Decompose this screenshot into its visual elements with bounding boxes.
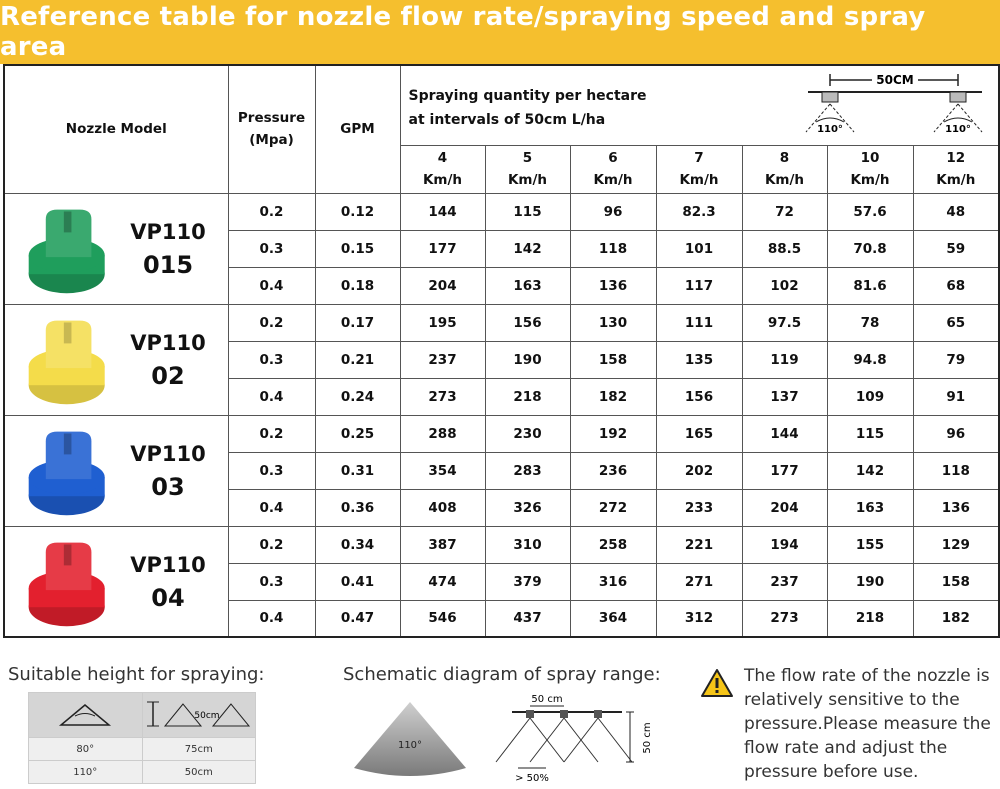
header-nozzle-model: Nozzle Model — [4, 65, 228, 193]
value-cell: 119 — [742, 341, 827, 378]
header-pressure-unit: (Mpa) — [249, 132, 294, 149]
value-cell: 163 — [827, 489, 913, 526]
value-cell: 218 — [485, 378, 570, 415]
value-cell: 115 — [827, 415, 913, 452]
value-cell: 94.8 — [827, 341, 913, 378]
height-header-label: 50cm — [194, 710, 220, 721]
value-cell: 230 — [485, 415, 570, 452]
diagram-angle-left: 110° — [817, 124, 844, 135]
value-cell: 546 — [400, 600, 485, 637]
pressure-cell: 0.2 — [228, 526, 315, 563]
value-cell: 190 — [827, 563, 913, 600]
value-cell: 59 — [913, 230, 999, 267]
model-name — [123, 327, 213, 393]
gpm-cell: 0.12 — [315, 193, 400, 230]
gpm-cell: 0.47 — [315, 600, 400, 637]
value-cell: 326 — [485, 489, 570, 526]
spray-overlap-diagram — [492, 692, 662, 784]
value-cell: 102 — [742, 267, 827, 304]
bottom-info — [0, 644, 1000, 789]
value-cell: 158 — [570, 341, 656, 378]
spray-height-table — [28, 692, 256, 784]
value-cell: 91 — [913, 378, 999, 415]
value-cell: 155 — [827, 526, 913, 563]
warning-icon — [700, 668, 734, 698]
spray-angle-icon — [55, 699, 115, 729]
height-angle-header — [29, 693, 143, 738]
value-cell: 474 — [400, 563, 485, 600]
value-cell: 48 — [913, 193, 999, 230]
value-cell: 182 — [570, 378, 656, 415]
pressure-cell: 0.2 — [228, 193, 315, 230]
value-cell: 273 — [400, 378, 485, 415]
header-spray-text — [409, 84, 647, 132]
nozzle-yellow-icon — [23, 313, 118, 408]
value-cell: 130 — [570, 304, 656, 341]
spray-cone-diagram — [350, 698, 470, 784]
value-cell: 354 — [400, 452, 485, 489]
value-cell: 81.6 — [827, 267, 913, 304]
value-cell: 165 — [656, 415, 742, 452]
value-cell: 57.6 — [827, 193, 913, 230]
value-cell: 136 — [570, 267, 656, 304]
value-cell: 65 — [913, 304, 999, 341]
title-banner — [0, 0, 1000, 64]
value-cell: 202 — [656, 452, 742, 489]
gpm-cell: 0.34 — [315, 526, 400, 563]
model-name — [123, 216, 213, 282]
value-cell: 144 — [400, 193, 485, 230]
model-series: VP110 — [130, 441, 206, 466]
value-cell: 96 — [913, 415, 999, 452]
value-cell: 182 — [913, 600, 999, 637]
model-name — [123, 438, 213, 504]
value-cell: 237 — [742, 563, 827, 600]
model-code: 04 — [151, 583, 185, 612]
height-section-title: Suitable height for spraying: — [8, 664, 265, 685]
height-row-height: 50cm — [142, 761, 256, 784]
value-cell: 68 — [913, 267, 999, 304]
header-gpm: GPM — [315, 65, 400, 193]
value-cell: 101 — [656, 230, 742, 267]
value-cell: 137 — [742, 378, 827, 415]
value-cell: 156 — [485, 304, 570, 341]
gpm-cell: 0.24 — [315, 378, 400, 415]
speed-header: 8 Km/h — [742, 145, 827, 193]
value-cell: 88.5 — [742, 230, 827, 267]
speed-header: 7 Km/h — [656, 145, 742, 193]
value-cell: 82.3 — [656, 193, 742, 230]
value-cell: 118 — [913, 452, 999, 489]
pressure-cell: 0.4 — [228, 600, 315, 637]
model-series: VP110 — [130, 552, 206, 577]
overlap-percent-label: > 50% — [515, 773, 549, 784]
flow-rate-table — [3, 64, 1000, 638]
value-cell: 156 — [656, 378, 742, 415]
pressure-cell: 0.4 — [228, 267, 315, 304]
value-cell: 379 — [485, 563, 570, 600]
value-cell: 142 — [827, 452, 913, 489]
value-cell: 129 — [913, 526, 999, 563]
value-cell: 310 — [485, 526, 570, 563]
nozzle-spacing-diagram — [800, 70, 990, 142]
value-cell: 118 — [570, 230, 656, 267]
nozzle-model-cell — [4, 304, 228, 415]
value-cell: 236 — [570, 452, 656, 489]
value-cell: 271 — [656, 563, 742, 600]
gpm-cell: 0.18 — [315, 267, 400, 304]
nozzle-green-icon — [23, 202, 118, 297]
model-name — [123, 549, 213, 615]
value-cell: 204 — [742, 489, 827, 526]
nozzle-model-cell — [4, 526, 228, 637]
cone-angle-label: 110° — [397, 740, 423, 751]
header-pressure-label: Pressure — [237, 110, 306, 127]
value-cell: 408 — [400, 489, 485, 526]
value-cell: 177 — [742, 452, 827, 489]
pressure-cell: 0.3 — [228, 563, 315, 600]
value-cell: 204 — [400, 267, 485, 304]
value-cell: 272 — [570, 489, 656, 526]
gpm-cell: 0.36 — [315, 489, 400, 526]
value-cell: 387 — [400, 526, 485, 563]
header-spray-line1: Spraying quantity per hectare — [408, 88, 647, 104]
gpm-cell: 0.17 — [315, 304, 400, 341]
gpm-cell: 0.25 — [315, 415, 400, 452]
value-cell: 142 — [485, 230, 570, 267]
overlap-spacing-label: 50 cm — [531, 694, 563, 705]
speed-header: 12 Km/h — [913, 145, 999, 193]
gpm-cell: 0.41 — [315, 563, 400, 600]
value-cell: 78 — [827, 304, 913, 341]
page-title: Reference table for nozzle flow rate/spraying speed and spray area — [0, 2, 926, 62]
value-cell: 364 — [570, 600, 656, 637]
value-cell: 437 — [485, 600, 570, 637]
gpm-cell: 0.15 — [315, 230, 400, 267]
value-cell: 195 — [400, 304, 485, 341]
nozzle-model-cell — [4, 415, 228, 526]
pressure-cell: 0.4 — [228, 378, 315, 415]
gpm-cell: 0.31 — [315, 452, 400, 489]
value-cell: 312 — [656, 600, 742, 637]
model-code: 03 — [151, 472, 185, 501]
value-cell: 97.5 — [742, 304, 827, 341]
nozzle-blue-icon — [23, 424, 118, 519]
value-cell: 218 — [827, 600, 913, 637]
value-cell: 136 — [913, 489, 999, 526]
value-cell: 177 — [400, 230, 485, 267]
height-row-height: 75cm — [142, 738, 256, 761]
value-cell: 192 — [570, 415, 656, 452]
pressure-cell: 0.2 — [228, 304, 315, 341]
model-series: VP110 — [130, 330, 206, 355]
diagram-angle-right: 110° — [945, 124, 972, 135]
value-cell: 111 — [656, 304, 742, 341]
value-cell: 233 — [656, 489, 742, 526]
nozzle-model-cell — [4, 193, 228, 304]
pressure-cell: 0.3 — [228, 341, 315, 378]
value-cell: 135 — [656, 341, 742, 378]
value-cell: 190 — [485, 341, 570, 378]
value-cell: 96 — [570, 193, 656, 230]
pressure-cell: 0.3 — [228, 230, 315, 267]
spray-height-icon — [143, 698, 255, 730]
value-cell: 273 — [742, 600, 827, 637]
speed-header: 6 Km/h — [570, 145, 656, 193]
height-row-angle: 80° — [29, 738, 143, 761]
speed-header: 4 Km/h — [400, 145, 485, 193]
value-cell: 258 — [570, 526, 656, 563]
value-cell: 163 — [485, 267, 570, 304]
schematic-section-title: Schematic diagram of spray range: — [343, 664, 661, 685]
value-cell: 79 — [913, 341, 999, 378]
value-cell: 115 — [485, 193, 570, 230]
value-cell: 144 — [742, 415, 827, 452]
value-cell: 70.8 — [827, 230, 913, 267]
height-header — [142, 693, 256, 738]
value-cell: 288 — [400, 415, 485, 452]
value-cell: 221 — [656, 526, 742, 563]
value-cell: 194 — [742, 526, 827, 563]
header-pressure — [228, 65, 315, 193]
value-cell: 117 — [656, 267, 742, 304]
height-row-angle: 110° — [29, 761, 143, 784]
model-code: 015 — [142, 250, 194, 279]
value-cell: 72 — [742, 193, 827, 230]
pressure-cell: 0.4 — [228, 489, 315, 526]
pressure-cell: 0.3 — [228, 452, 315, 489]
value-cell: 237 — [400, 341, 485, 378]
model-series: VP110 — [130, 219, 206, 244]
value-cell: 158 — [913, 563, 999, 600]
value-cell: 316 — [570, 563, 656, 600]
nozzle-red-icon — [23, 535, 118, 630]
header-spray-line2: at intervals of 50cm L/ha — [408, 112, 606, 128]
speed-header: 5 Km/h — [485, 145, 570, 193]
diagram-spacing-label: 50CM — [876, 73, 914, 87]
value-cell: 283 — [485, 452, 570, 489]
value-cell: 109 — [827, 378, 913, 415]
speed-header: 10 Km/h — [827, 145, 913, 193]
overlap-height-label: 50 cm — [642, 722, 653, 754]
gpm-cell: 0.21 — [315, 341, 400, 378]
pressure-cell: 0.2 — [228, 415, 315, 452]
warning-text: The flow rate of the nozzle is relatively sensitive to the pressure.Please measure the flow rate and adjust the pressure before use. — [744, 666, 991, 782]
model-code: 02 — [151, 361, 185, 390]
header-spray-quantity — [400, 65, 999, 145]
